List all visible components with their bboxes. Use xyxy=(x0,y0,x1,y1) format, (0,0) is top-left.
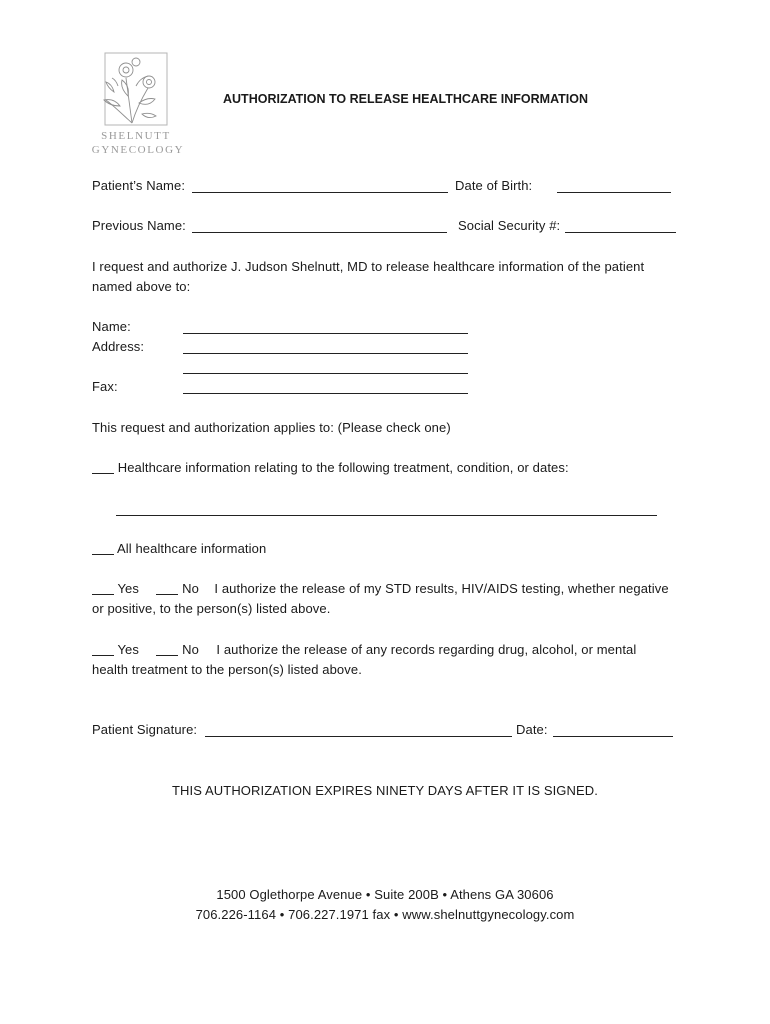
recipient-name-label: Name: xyxy=(92,319,131,334)
patient-name-label: Patient’s Name: xyxy=(92,178,186,193)
dob-label: Date of Birth: xyxy=(455,178,533,193)
signature-date-field[interactable] xyxy=(553,736,673,737)
previous-name-label: Previous Name: xyxy=(92,218,186,233)
std-yes-label: Yes xyxy=(117,581,139,596)
floral-logo-icon xyxy=(92,48,172,128)
std-no-label: No xyxy=(182,581,199,596)
recipient-address-field-2[interactable] xyxy=(183,373,468,374)
recipient-fax-label: Fax: xyxy=(92,379,118,394)
practice-logo xyxy=(92,48,172,128)
ssn-field[interactable] xyxy=(565,232,676,233)
request-text-line1: I request and authorize J. Judson Shelnutt, MD to release healthcare information of the patient xyxy=(92,259,645,274)
recipient-name-field[interactable] xyxy=(183,333,468,334)
dob-field[interactable] xyxy=(557,192,671,193)
treatment-check-blank[interactable] xyxy=(92,461,114,474)
drug-consent-text-line2: health treatment to the person(s) listed above. xyxy=(92,662,362,677)
previous-name-field[interactable] xyxy=(192,232,447,233)
option-treatment-label: Healthcare information relating to the following treatment, condition, or dates: xyxy=(117,460,569,475)
drug-yes-label: Yes xyxy=(117,642,139,657)
form-title: AUTHORIZATION TO RELEASE HEALTHCARE INFORMATION xyxy=(223,92,589,106)
recipient-fax-field[interactable] xyxy=(183,393,468,394)
std-no-blank[interactable] xyxy=(156,582,178,595)
option-all-label: All healthcare information xyxy=(117,541,267,556)
recipient-address-field-1[interactable] xyxy=(183,353,468,354)
request-text-line2: named above to: xyxy=(92,279,191,294)
applies-to-text: This request and authorization applies to: (Please check one) xyxy=(92,420,451,435)
signature-date-label: Date: xyxy=(516,722,548,737)
recipient-address-label: Address: xyxy=(92,339,145,354)
footer-contact: 706.226-1164 • 706.227.1971 fax • www.shelnuttgynecology.com xyxy=(195,907,575,922)
std-yes-blank[interactable] xyxy=(92,582,114,595)
drug-yes-blank[interactable] xyxy=(92,643,114,656)
ssn-label: Social Security #: xyxy=(458,218,561,233)
signature-field[interactable] xyxy=(205,736,512,737)
option-treatment xyxy=(92,460,569,476)
treatment-details-field[interactable] xyxy=(116,515,657,516)
all-check-blank[interactable] xyxy=(92,542,114,555)
drug-consent-row xyxy=(92,642,636,658)
footer-address: 1500 Oglethorpe Avenue • Suite 200B • Athens GA 30606 xyxy=(216,887,554,902)
expiry-notice: THIS AUTHORIZATION EXPIRES NINETY DAYS AFTER IT IS SIGNED. xyxy=(172,783,598,798)
option-all xyxy=(92,541,266,557)
std-consent-text-line2: or positive, to the person(s) listed above. xyxy=(92,601,331,616)
std-consent-row xyxy=(92,581,669,597)
std-consent-text: I authorize the release of my STD results, HIV/AIDS testing, whether negative xyxy=(214,581,669,596)
drug-no-blank[interactable] xyxy=(156,643,178,656)
drug-no-label: No xyxy=(182,642,199,657)
logo-text-line1: SHELNUTT xyxy=(101,130,171,142)
drug-consent-text: I authorize the release of any records regarding drug, alcohol, or mental xyxy=(216,642,637,657)
signature-label: Patient Signature: xyxy=(92,722,198,737)
patient-name-field[interactable] xyxy=(192,192,448,193)
logo-text-line2: GYNECOLOGY xyxy=(91,144,185,156)
